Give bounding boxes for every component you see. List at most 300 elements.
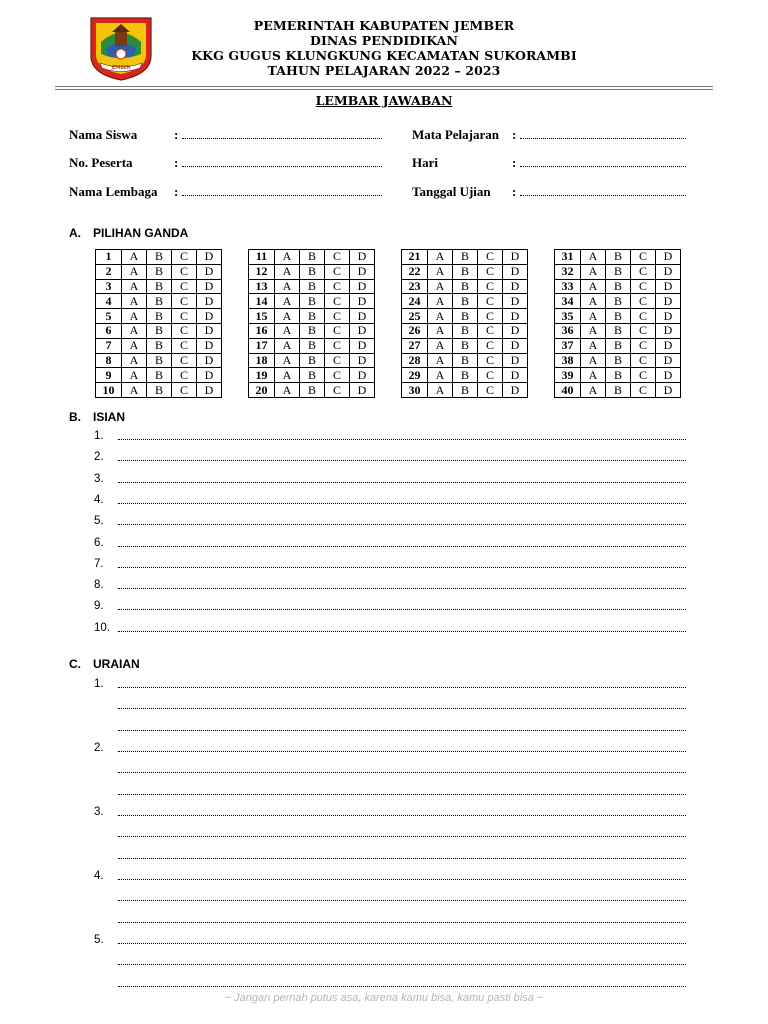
item-number: 1. <box>94 678 104 690</box>
question-number: 31 <box>555 250 581 265</box>
answer-option-d[interactable]: D <box>503 383 528 398</box>
question-number: 9 <box>96 368 122 383</box>
answer-option-b[interactable]: B <box>300 250 325 265</box>
answer-option-b[interactable]: B <box>147 294 172 309</box>
answer-row <box>555 279 681 294</box>
answer-option-d[interactable]: D <box>503 279 528 294</box>
answer-option-d[interactable]: D <box>656 279 681 294</box>
answer-option-c[interactable]: C <box>631 279 656 294</box>
answer-option-d[interactable]: D <box>503 338 528 353</box>
answer-option-b[interactable]: B <box>147 264 172 279</box>
answer-row <box>249 383 375 398</box>
dotted-line <box>118 609 686 610</box>
answer-option-c[interactable]: C <box>325 323 350 338</box>
answer-option-d[interactable]: D <box>350 294 375 309</box>
question-number: 25 <box>402 309 428 324</box>
answer-option-a[interactable]: A <box>275 338 300 353</box>
answer-option-b[interactable]: B <box>300 353 325 368</box>
answer-option-b[interactable]: B <box>606 294 631 309</box>
answer-option-a[interactable]: A <box>581 323 606 338</box>
answer-option-c[interactable]: C <box>325 338 350 353</box>
answer-option-d[interactable]: D <box>197 338 222 353</box>
field-dots <box>182 138 382 139</box>
answer-row <box>249 353 375 368</box>
answer-option-a[interactable]: A <box>581 279 606 294</box>
question-number: 7 <box>96 338 122 353</box>
answer-option-a[interactable]: A <box>275 250 300 265</box>
answer-option-d[interactable]: D <box>197 383 222 398</box>
answer-option-a[interactable]: A <box>428 323 453 338</box>
letterhead-line: TAHUN PELAJARAN 2022 – 2023 <box>267 63 501 78</box>
question-number: 38 <box>555 353 581 368</box>
isian-answer-line[interactable] <box>0 622 768 638</box>
answer-row <box>402 250 528 265</box>
answer-option-d[interactable]: D <box>656 294 681 309</box>
answer-row <box>402 368 528 383</box>
uraian-answer-line[interactable] <box>0 742 768 758</box>
field-colon: : <box>174 155 179 170</box>
dotted-line <box>118 964 686 965</box>
answer-option-a[interactable]: A <box>428 368 453 383</box>
letterhead <box>0 18 768 78</box>
answer-row <box>402 338 528 353</box>
answer-option-b[interactable]: B <box>606 353 631 368</box>
answer-option-a[interactable]: A <box>428 338 453 353</box>
answer-option-b[interactable]: B <box>147 368 172 383</box>
answer-option-c[interactable]: C <box>631 323 656 338</box>
answer-option-b[interactable]: B <box>606 368 631 383</box>
field-hari[interactable] <box>412 155 688 171</box>
answer-option-d[interactable]: D <box>350 383 375 398</box>
answer-option-d[interactable]: D <box>350 323 375 338</box>
answer-option-d[interactable]: D <box>503 323 528 338</box>
answer-option-a[interactable]: A <box>275 279 300 294</box>
answer-option-d[interactable]: D <box>503 264 528 279</box>
answer-option-d[interactable]: D <box>197 264 222 279</box>
question-number: 18 <box>249 353 275 368</box>
answer-option-d[interactable]: D <box>656 338 681 353</box>
field-dots <box>520 138 686 139</box>
answer-row <box>555 323 681 338</box>
answer-row <box>96 294 222 309</box>
answer-option-b[interactable]: B <box>453 338 478 353</box>
answer-option-d[interactable]: D <box>197 309 222 324</box>
answer-option-c[interactable]: C <box>478 294 503 309</box>
question-number: 33 <box>555 279 581 294</box>
answer-option-d[interactable]: D <box>350 368 375 383</box>
letterhead-line: KKG GUGUS KLUNGKUNG KECAMATAN SUKORAMBI <box>191 48 577 63</box>
answer-row <box>555 383 681 398</box>
answer-option-b[interactable]: B <box>147 383 172 398</box>
answer-option-a[interactable]: A <box>275 294 300 309</box>
answer-option-d[interactable]: D <box>197 368 222 383</box>
question-number: 32 <box>555 264 581 279</box>
dotted-line <box>118 772 686 773</box>
answer-option-d[interactable]: D <box>503 250 528 265</box>
isian-answer-line[interactable] <box>0 579 768 595</box>
answer-option-b[interactable]: B <box>606 309 631 324</box>
isian-answer-line[interactable] <box>0 494 768 510</box>
answer-option-d[interactable]: D <box>656 383 681 398</box>
answer-option-a[interactable]: A <box>428 353 453 368</box>
item-number: 1. <box>94 430 104 442</box>
dotted-line <box>118 900 686 901</box>
answer-row <box>249 279 375 294</box>
answer-option-c[interactable]: C <box>631 294 656 309</box>
answer-option-c[interactable]: C <box>172 383 197 398</box>
answer-option-b[interactable]: B <box>453 323 478 338</box>
answer-option-b[interactable]: B <box>606 250 631 265</box>
answer-option-a[interactable]: A <box>581 294 606 309</box>
answer-row <box>402 323 528 338</box>
answer-option-c[interactable]: C <box>172 309 197 324</box>
answer-option-c[interactable]: C <box>478 309 503 324</box>
isian-answer-line[interactable] <box>0 451 768 467</box>
isian-answer-line[interactable] <box>0 473 768 489</box>
answer-row <box>96 353 222 368</box>
answer-option-c[interactable]: C <box>172 294 197 309</box>
answer-option-d[interactable]: D <box>656 250 681 265</box>
answer-option-c[interactable]: C <box>172 250 197 265</box>
field-tanggal-ujian[interactable] <box>412 184 688 200</box>
answer-option-c[interactable]: C <box>478 323 503 338</box>
answer-option-a[interactable]: A <box>122 294 147 309</box>
answer-option-b[interactable]: B <box>300 309 325 324</box>
answer-option-c[interactable]: C <box>325 279 350 294</box>
answer-option-a[interactable]: A <box>122 250 147 265</box>
answer-row <box>402 353 528 368</box>
question-number: 36 <box>555 323 581 338</box>
answer-option-c[interactable]: C <box>325 353 350 368</box>
question-number: 4 <box>96 294 122 309</box>
answer-row <box>555 294 681 309</box>
answer-option-a[interactable]: A <box>122 338 147 353</box>
answer-option-d[interactable]: D <box>503 353 528 368</box>
answer-option-c[interactable]: C <box>631 264 656 279</box>
question-number: 8 <box>96 353 122 368</box>
field-label: Nama Lembaga <box>69 184 158 199</box>
answer-row <box>402 309 528 324</box>
uraian-answer-line[interactable] <box>0 785 768 801</box>
answer-option-c[interactable]: C <box>478 279 503 294</box>
answer-option-c[interactable]: C <box>478 250 503 265</box>
answer-option-c[interactable]: C <box>631 309 656 324</box>
answer-option-c[interactable]: C <box>478 353 503 368</box>
answer-option-b[interactable]: B <box>300 294 325 309</box>
uraian-answer-line[interactable] <box>0 955 768 971</box>
answer-option-a[interactable]: A <box>122 383 147 398</box>
answer-option-b[interactable]: B <box>453 264 478 279</box>
uraian-answer-line[interactable] <box>0 721 768 737</box>
field-colon: : <box>512 155 517 170</box>
answer-row <box>96 309 222 324</box>
dotted-line <box>118 751 686 752</box>
answer-option-d[interactable]: D <box>656 323 681 338</box>
answer-row <box>96 279 222 294</box>
answer-row <box>402 279 528 294</box>
field-no-peserta[interactable] <box>69 155 389 171</box>
uraian-answer-line[interactable] <box>0 806 768 822</box>
answer-option-c[interactable]: C <box>172 323 197 338</box>
answer-option-b[interactable]: B <box>300 279 325 294</box>
answer-option-c[interactable]: C <box>172 368 197 383</box>
uraian-answer-line[interactable] <box>0 699 768 715</box>
isian-answer-line[interactable] <box>0 515 768 531</box>
answer-option-d[interactable]: D <box>197 353 222 368</box>
answer-option-c[interactable]: C <box>325 383 350 398</box>
answer-option-d[interactable]: D <box>503 309 528 324</box>
isian-answer-line[interactable] <box>0 430 768 446</box>
answer-option-b[interactable]: B <box>606 383 631 398</box>
answer-option-a[interactable]: A <box>275 353 300 368</box>
item-number: 2. <box>94 451 104 464</box>
answer-option-b[interactable]: B <box>453 294 478 309</box>
dotted-line <box>118 730 686 731</box>
dotted-line <box>118 439 686 440</box>
answer-option-c[interactable]: C <box>325 294 350 309</box>
answer-option-d[interactable]: D <box>197 279 222 294</box>
answer-option-b[interactable]: B <box>300 264 325 279</box>
uraian-answer-line[interactable] <box>0 827 768 843</box>
section-letter: A. <box>69 226 81 240</box>
answer-option-b[interactable]: B <box>453 383 478 398</box>
uraian-answer-line[interactable] <box>0 934 768 950</box>
answer-option-d[interactable]: D <box>350 279 375 294</box>
answer-option-d[interactable]: D <box>350 250 375 265</box>
question-number: 29 <box>402 368 428 383</box>
answer-option-a[interactable]: A <box>122 309 147 324</box>
item-number: 5. <box>94 515 104 528</box>
answer-option-b[interactable]: B <box>453 309 478 324</box>
field-colon: : <box>174 184 179 199</box>
answer-option-b[interactable]: B <box>300 368 325 383</box>
answer-option-a[interactable]: A <box>275 309 300 324</box>
answer-option-c[interactable]: C <box>172 264 197 279</box>
item-number: 6. <box>94 536 104 549</box>
answer-option-d[interactable]: D <box>350 338 375 353</box>
dotted-line <box>118 858 686 859</box>
answer-option-a[interactable]: A <box>581 250 606 265</box>
answer-option-d[interactable]: D <box>197 250 222 265</box>
question-number: 14 <box>249 294 275 309</box>
field-nama-lembaga[interactable] <box>69 184 389 200</box>
field-colon: : <box>174 127 179 142</box>
answer-option-c[interactable]: C <box>172 279 197 294</box>
answer-option-c[interactable]: C <box>631 338 656 353</box>
uraian-answer-line[interactable] <box>0 763 768 779</box>
answer-grid-block <box>95 249 222 398</box>
field-label: No. Peserta <box>69 155 133 170</box>
answer-option-b[interactable]: B <box>606 338 631 353</box>
answer-option-d[interactable]: D <box>503 368 528 383</box>
page-title: LEMBAR JAWABAN <box>315 93 453 108</box>
answer-option-c[interactable]: C <box>172 338 197 353</box>
answer-option-b[interactable]: B <box>606 279 631 294</box>
answer-row <box>249 294 375 309</box>
answer-option-c[interactable]: C <box>631 383 656 398</box>
dotted-line <box>118 943 686 944</box>
logo-text: JEMBER <box>111 65 131 71</box>
letterhead-line: PEMERINTAH KABUPATEN JEMBER <box>253 18 515 33</box>
answer-option-b[interactable]: B <box>300 383 325 398</box>
section-c-heading <box>69 657 140 671</box>
answer-row <box>96 368 222 383</box>
answer-option-a[interactable]: A <box>428 250 453 265</box>
answer-option-c[interactable]: C <box>631 368 656 383</box>
question-number: 21 <box>402 250 428 265</box>
answer-option-c[interactable]: C <box>478 338 503 353</box>
dotted-line <box>118 794 686 795</box>
answer-row <box>96 264 222 279</box>
question-number: 40 <box>555 383 581 398</box>
answer-option-a[interactable]: A <box>122 264 147 279</box>
answer-row <box>402 294 528 309</box>
answer-option-a[interactable]: A <box>428 383 453 398</box>
answer-row <box>96 250 222 265</box>
answer-row <box>402 264 528 279</box>
answer-option-d[interactable]: D <box>350 264 375 279</box>
answer-option-a[interactable]: A <box>581 309 606 324</box>
answer-option-b[interactable]: B <box>453 279 478 294</box>
field-dots <box>520 166 686 167</box>
answer-row <box>249 323 375 338</box>
section-letter: B. <box>69 410 81 424</box>
answer-option-b[interactable]: B <box>453 368 478 383</box>
answer-option-a[interactable]: A <box>581 368 606 383</box>
answer-option-a[interactable]: A <box>428 294 453 309</box>
question-number: 11 <box>249 250 275 265</box>
section-letter: C. <box>69 657 81 671</box>
dotted-line <box>118 588 686 589</box>
answer-option-d[interactable]: D <box>350 353 375 368</box>
answer-row <box>555 368 681 383</box>
answer-option-b[interactable]: B <box>606 264 631 279</box>
question-number: 37 <box>555 338 581 353</box>
dotted-line <box>118 986 686 987</box>
answer-option-d[interactable]: D <box>503 294 528 309</box>
dotted-line <box>118 631 686 632</box>
dotted-line <box>118 708 686 709</box>
answer-option-b[interactable]: B <box>147 250 172 265</box>
answer-option-b[interactable]: B <box>453 250 478 265</box>
isian-answer-line[interactable] <box>0 537 768 553</box>
answer-option-b[interactable]: B <box>300 338 325 353</box>
answer-option-d[interactable]: D <box>656 264 681 279</box>
answer-option-a[interactable]: A <box>581 338 606 353</box>
dotted-line <box>118 687 686 688</box>
uraian-answer-line[interactable] <box>0 977 768 993</box>
answer-option-b[interactable]: B <box>147 279 172 294</box>
answer-option-c[interactable]: C <box>478 264 503 279</box>
question-number: 35 <box>555 309 581 324</box>
answer-option-c[interactable]: C <box>325 368 350 383</box>
answer-option-d[interactable]: D <box>656 353 681 368</box>
answer-option-a[interactable]: A <box>122 279 147 294</box>
item-number: 7. <box>94 557 104 570</box>
answer-option-b[interactable]: B <box>453 353 478 368</box>
answer-option-b[interactable]: B <box>147 309 172 324</box>
answer-option-d[interactable]: D <box>197 294 222 309</box>
field-label: Tanggal Ujian <box>412 184 491 199</box>
dotted-line <box>118 546 686 547</box>
field-mata-pelajaran[interactable] <box>412 127 688 143</box>
uraian-answer-line[interactable] <box>0 891 768 907</box>
answer-option-c[interactable]: C <box>631 250 656 265</box>
answer-option-a[interactable]: A <box>122 368 147 383</box>
answer-option-c[interactable]: C <box>325 309 350 324</box>
answer-option-d[interactable]: D <box>197 323 222 338</box>
field-nama-siswa[interactable] <box>69 127 389 143</box>
answer-option-a[interactable]: A <box>275 323 300 338</box>
question-number: 17 <box>249 338 275 353</box>
dotted-line <box>118 879 686 880</box>
answer-option-b[interactable]: B <box>606 323 631 338</box>
dotted-line <box>118 567 686 568</box>
answer-option-a[interactable]: A <box>428 309 453 324</box>
question-number: 2 <box>96 264 122 279</box>
answer-option-a[interactable]: A <box>275 368 300 383</box>
dotted-line <box>118 815 686 816</box>
letterhead-divider <box>55 86 713 87</box>
answer-row <box>96 383 222 398</box>
question-number: 6 <box>96 323 122 338</box>
dotted-line <box>118 460 686 461</box>
answer-option-b[interactable]: B <box>147 338 172 353</box>
answer-option-d[interactable]: D <box>656 309 681 324</box>
uraian-answer-line[interactable] <box>0 678 768 694</box>
answer-option-d[interactable]: D <box>350 309 375 324</box>
answer-option-c[interactable]: C <box>172 353 197 368</box>
answer-option-a[interactable]: A <box>122 353 147 368</box>
uraian-answer-line[interactable] <box>0 870 768 886</box>
answer-row <box>555 264 681 279</box>
isian-answer-line[interactable] <box>0 558 768 574</box>
answer-grid-block <box>248 249 375 398</box>
answer-option-a[interactable]: A <box>428 264 453 279</box>
uraian-answer-line[interactable] <box>0 913 768 929</box>
question-number: 39 <box>555 368 581 383</box>
answer-option-a[interactable]: A <box>275 383 300 398</box>
answer-option-c[interactable]: C <box>325 250 350 265</box>
answer-option-a[interactable]: A <box>122 323 147 338</box>
letterhead-divider <box>55 89 713 90</box>
question-number: 23 <box>402 279 428 294</box>
answer-row <box>249 338 375 353</box>
answer-row <box>249 309 375 324</box>
answer-option-a[interactable]: A <box>581 264 606 279</box>
answer-option-c[interactable]: C <box>478 383 503 398</box>
answer-option-a[interactable]: A <box>275 264 300 279</box>
isian-answer-line[interactable] <box>0 600 768 616</box>
answer-option-a[interactable]: A <box>581 353 606 368</box>
answer-option-b[interactable]: B <box>147 323 172 338</box>
answer-option-c[interactable]: C <box>478 368 503 383</box>
field-label: Nama Siswa <box>69 127 138 142</box>
question-number: 27 <box>402 338 428 353</box>
answer-option-c[interactable]: C <box>631 353 656 368</box>
item-number: 10. <box>94 621 110 634</box>
letterhead-line: DINAS PENDIDIKAN <box>310 33 458 48</box>
answer-option-d[interactable]: D <box>656 368 681 383</box>
uraian-answer-line[interactable] <box>0 849 768 865</box>
answer-option-b[interactable]: B <box>147 353 172 368</box>
answer-option-c[interactable]: C <box>325 264 350 279</box>
answer-option-b[interactable]: B <box>300 323 325 338</box>
field-dots <box>182 166 382 167</box>
item-number: 3. <box>94 472 104 485</box>
answer-option-a[interactable]: A <box>428 279 453 294</box>
answer-option-a[interactable]: A <box>581 383 606 398</box>
